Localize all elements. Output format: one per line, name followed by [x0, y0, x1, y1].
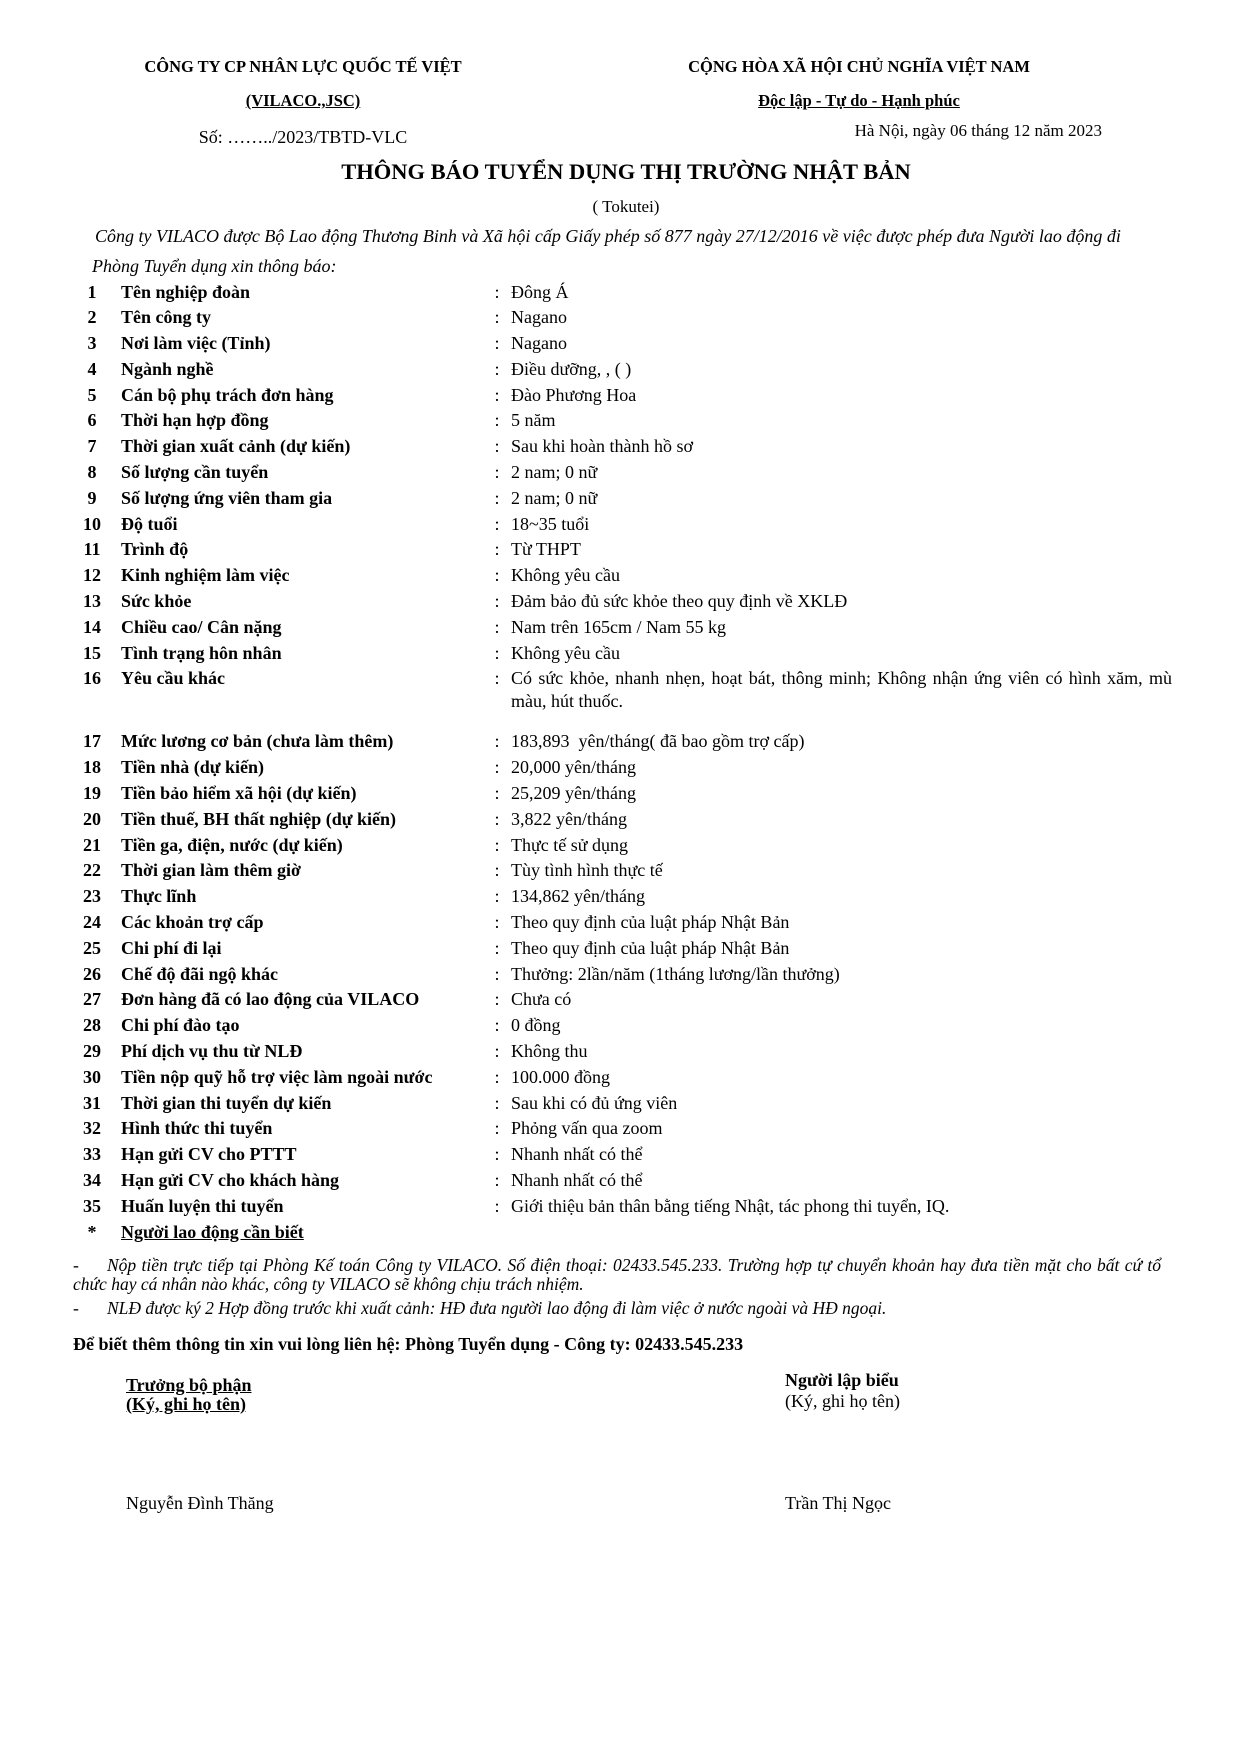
item-row: [70, 782, 1172, 808]
item-number: 26: [83, 963, 101, 984]
national-motto: Độc lập - Tự do - Hạnh phúc: [758, 91, 960, 110]
item-value: 20,000 yên/tháng: [511, 757, 636, 778]
item-row: [70, 911, 1172, 937]
item-separator: :: [494, 487, 500, 508]
item-label: Các khoản trợ cấp: [121, 912, 264, 933]
item-value: Đảm bảo đủ sức khỏe theo quy định về XKLĐ: [511, 591, 848, 612]
item-label: Kinh nghiệm làm việc: [121, 565, 290, 586]
item-number: 25: [83, 937, 101, 958]
item-row: [70, 642, 1172, 668]
item-row: [70, 409, 1172, 435]
item-separator: :: [494, 963, 500, 984]
item-number: 9: [87, 487, 97, 508]
item-separator: :: [494, 410, 500, 431]
item-row: [70, 988, 1172, 1014]
item-row: [70, 1092, 1172, 1118]
signature-right-subtitle: (Ký, ghi họ tên): [785, 1391, 900, 1411]
item-label: Độ tuổi: [121, 513, 178, 534]
item-number: 10: [83, 513, 101, 534]
item-separator: :: [494, 384, 500, 405]
place-date: Hà Nội, ngày 06 tháng 12 năm 2023: [854, 121, 1102, 140]
signature-right: [785, 1370, 900, 1412]
item-value: 3,822 yên/tháng: [511, 808, 627, 829]
item-label: Thời gian thi tuyển dự kiến: [121, 1092, 332, 1113]
item-row: [70, 306, 1172, 332]
item-label: Số lượng ứng viên tham gia: [121, 487, 333, 508]
item-separator: :: [494, 1144, 500, 1165]
item-value: Đào Phương Hoa: [511, 384, 637, 405]
item-number: 12: [83, 565, 101, 586]
item-number: 4: [87, 358, 97, 379]
item-value: Không yêu cầu: [511, 642, 620, 663]
item-separator: :: [494, 513, 500, 534]
item-value: Tùy tình hình thực tế: [511, 860, 663, 881]
item-row: [70, 756, 1172, 782]
item-value: Nagano: [511, 333, 567, 354]
country-name: CỘNG HÒA XÃ HỘI CHỦ NGHĨA VIỆT NAM: [688, 57, 1030, 76]
item-separator: :: [494, 834, 500, 855]
item-separator: :: [494, 912, 500, 933]
note-text: Nộp tiền trực tiếp tại Phòng Kế toán Công ty VILACO. Số điện thoại: 02433.545.233. Trường hợp tự chuyển khoản hay đưa tiền mặt cho bất cứ tổ chức hay cá nhân nào khác, công ty VILACO sẽ không chịu trách nhiệm.: [73, 1255, 1161, 1294]
item-number: 6: [87, 410, 97, 431]
item-label: Huấn luyện thi tuyển: [121, 1195, 284, 1216]
item-value: Sau khi hoàn thành hồ sơ: [511, 436, 694, 457]
item-value: Nhanh nhất có thể: [511, 1170, 643, 1190]
item-value: Không thu: [511, 1041, 588, 1062]
item-value: Từ THPT: [511, 539, 581, 560]
item-label: Chế độ đãi ngộ khác: [121, 963, 279, 984]
item-row: [70, 1117, 1172, 1143]
item-row: [70, 808, 1172, 834]
item-number: 15: [83, 642, 101, 663]
notice-row: [70, 1221, 1172, 1247]
item-separator: :: [494, 1118, 500, 1139]
item-value: 183,893 yên/tháng( đã bao gồm trợ cấp): [511, 731, 805, 752]
item-number: 1: [87, 281, 97, 302]
item-separator: :: [494, 808, 500, 829]
item-value: Đông Á: [511, 281, 569, 302]
item-separator: :: [494, 307, 500, 328]
item-row: [70, 937, 1172, 963]
signature-left-name: Nguyễn Đình Thăng: [126, 1493, 274, 1513]
item-separator: :: [494, 1170, 500, 1190]
item-label: Thời gian xuất cảnh (dự kiến): [121, 436, 351, 457]
item-value: 0 đồng: [511, 1015, 561, 1036]
notice-marker: *: [87, 1221, 97, 1242]
item-row: [70, 564, 1172, 590]
item-separator: :: [494, 937, 500, 958]
item-separator: :: [494, 539, 500, 560]
item-row: [70, 616, 1172, 642]
item-separator: :: [494, 358, 500, 379]
item-label: Hạn gửi CV cho khách hàng: [121, 1170, 340, 1190]
item-value: Theo quy định của luật pháp Nhật Bản: [511, 937, 790, 958]
announcement-line: Phòng Tuyển dụng xin thông báo:: [92, 256, 337, 276]
item-number: 13: [83, 591, 101, 612]
item-label: Chiều cao/ Cân nặng: [121, 616, 282, 637]
item-value: Nagano: [511, 307, 567, 328]
item-row: [70, 859, 1172, 885]
contact-line: Để biết thêm thông tin xin vui lòng liên hệ: Phòng Tuyển dụng - Công ty: 02433.545.233: [73, 1334, 744, 1354]
item-row: [70, 435, 1172, 461]
item-number: 21: [83, 834, 101, 855]
item-number: 18: [83, 757, 101, 778]
item-number: 27: [83, 989, 101, 1010]
item-row: [70, 358, 1172, 384]
item-separator: :: [494, 591, 500, 612]
item-label: Đơn hàng đã có lao động của VILACO: [121, 989, 420, 1010]
item-number: 3: [87, 333, 97, 354]
item-separator: :: [494, 436, 500, 457]
company-short-name: (VILACO.,JSC): [245, 91, 361, 110]
document-number: Số: ……../2023/TBTD-VLC: [198, 127, 408, 147]
item-value: Chưa có: [511, 989, 572, 1010]
item-label: Phí dịch vụ thu từ NLĐ: [121, 1041, 303, 1062]
item-value: Thực tế sử dụng: [511, 834, 628, 855]
item-row: [70, 834, 1172, 860]
item-rows: [70, 281, 1177, 1221]
item-value: 2 nam; 0 nữ: [511, 462, 598, 483]
item-separator: :: [494, 462, 500, 483]
document-title: THÔNG BÁO TUYỂN DỤNG THỊ TRƯỜNG NHẬT BẢN: [341, 159, 911, 184]
recruitment-details-list: [70, 281, 1177, 1247]
item-number: 14: [83, 616, 101, 637]
item-label: Chi phí đi lại: [121, 937, 222, 958]
signature-left: [126, 1376, 251, 1414]
item-label: Số lượng cần tuyển: [121, 462, 269, 483]
item-label: Mức lương cơ bản (chưa làm thêm): [121, 731, 394, 752]
item-label: Yêu cầu khác: [121, 668, 226, 689]
item-number: 8: [87, 462, 97, 483]
item-label: Ngành nghề: [121, 358, 214, 379]
item-number: 28: [83, 1015, 101, 1036]
item-separator: :: [494, 1015, 500, 1036]
item-number: 31: [83, 1092, 101, 1113]
signature-left-subtitle: (Ký, ghi họ tên): [126, 1394, 247, 1414]
item-separator: :: [494, 642, 500, 663]
item-row: [70, 384, 1172, 410]
item-separator: :: [494, 731, 500, 752]
item-number: 23: [83, 886, 101, 907]
item-row: [70, 1014, 1172, 1040]
item-label: Tên nghiệp đoàn: [121, 281, 251, 302]
item-label: Tiền thuế, BH thất nghiệp (dự kiến): [121, 808, 397, 829]
item-value: Điều dưỡng, , ( ): [511, 358, 632, 379]
item-separator: :: [494, 616, 500, 637]
item-label: Thời hạn hợp đồng: [121, 410, 269, 431]
note-bullet: -: [73, 1255, 79, 1275]
item-label: Trình độ: [121, 539, 189, 560]
item-label: Thực lĩnh: [121, 886, 197, 907]
item-value: Phỏng vấn qua zoom: [511, 1118, 663, 1139]
note-text: NLĐ được ký 2 Hợp đồng trước khi xuất cảnh: HĐ đưa người lao động đi làm việc ở nước ngoài và HĐ ngoại.: [107, 1298, 887, 1318]
item-label: Tiền nộp quỹ hỗ trợ việc làm ngoài nước: [121, 1066, 433, 1087]
item-label: Chi phí đào tạo: [121, 1015, 240, 1036]
item-label: Tiền nhà (dự kiến): [121, 757, 265, 778]
item-separator: :: [494, 1195, 500, 1216]
item-value: Có sức khỏe, nhanh nhẹn, hoạt bát, thông minh; Không nhận ứng viên có hình xăm, mù màu, hút thuốc.: [511, 668, 1177, 712]
item-row: [70, 332, 1172, 358]
note-item: [73, 1299, 1161, 1318]
item-value: 5 năm: [511, 410, 556, 431]
item-label: Tiền ga, điện, nước (dự kiến): [121, 834, 343, 855]
item-value: Giới thiệu bản thân bằng tiếng Nhật, tác phong thi tuyển, IQ.: [511, 1195, 950, 1216]
item-row: [70, 461, 1172, 487]
item-value: 18~35 tuổi: [511, 513, 590, 534]
item-label: Tiền bảo hiểm xã hội (dự kiến): [121, 783, 357, 804]
item-value: Không yêu cầu: [511, 565, 620, 586]
item-value: Sau khi có đủ ứng viên: [511, 1092, 678, 1113]
item-row: [70, 487, 1172, 513]
company-name: CÔNG TY CP NHÂN LỰC QUỐC TẾ VIỆT: [144, 57, 462, 76]
item-separator: :: [494, 333, 500, 354]
item-row: [70, 590, 1172, 616]
item-number: 16: [83, 668, 101, 689]
item-number: 17: [83, 731, 101, 752]
item-separator: :: [494, 783, 500, 804]
item-row: [70, 730, 1172, 756]
item-row: [70, 538, 1172, 564]
item-label: Hạn gửi CV cho PTTT: [121, 1144, 297, 1165]
item-number: 34: [83, 1170, 101, 1190]
item-label: Nơi làm việc (Tỉnh): [121, 333, 271, 354]
signature-left-title: Trưởng bộ phận: [126, 1375, 252, 1395]
item-row: [70, 963, 1172, 989]
item-number: 19: [83, 783, 101, 804]
item-value: Thưởng: 2lần/năm (1tháng lương/lần thưởng): [511, 963, 840, 984]
item-label: Tình trạng hôn nhân: [121, 642, 282, 663]
item-separator: :: [494, 1041, 500, 1062]
item-separator: :: [494, 886, 500, 907]
item-row: [70, 1195, 1172, 1221]
item-number: 30: [83, 1066, 101, 1087]
item-separator: :: [494, 281, 500, 302]
item-number: 20: [83, 808, 101, 829]
item-row: [70, 1169, 1172, 1195]
item-label: Sức khỏe: [121, 591, 192, 612]
item-label: Tên công ty: [121, 307, 211, 328]
item-label: Hình thức thi tuyển: [121, 1118, 273, 1139]
item-value: 2 nam; 0 nữ: [511, 487, 598, 508]
item-row: [70, 281, 1172, 307]
item-row: [70, 667, 1177, 713]
item-separator: :: [494, 860, 500, 881]
item-value: 134,862 yên/tháng: [511, 886, 645, 907]
item-row: [70, 1066, 1172, 1092]
item-number: 32: [83, 1118, 101, 1139]
item-label: Cán bộ phụ trách đơn hàng: [121, 384, 334, 405]
item-number: 22: [83, 860, 101, 881]
signature-right-name: Trần Thị Ngọc: [785, 1493, 892, 1513]
item-value: Nhanh nhất có thể: [511, 1144, 643, 1165]
item-row: [70, 513, 1172, 539]
item-row: [70, 1040, 1172, 1066]
item-number: 33: [83, 1144, 101, 1165]
note-bullet: -: [73, 1298, 79, 1318]
item-separator: :: [494, 565, 500, 586]
item-value: Nam trên 165cm / Nam 55 kg: [511, 616, 726, 637]
intro-paragraph: Công ty VILACO được Bộ Lao động Thương Binh và Xã hội cấp Giấy phép số 877 ngày 27/12/2016 về việc được phép đưa Người lao động đi: [95, 226, 1121, 246]
item-label: Thời gian làm thêm giờ: [121, 860, 301, 881]
notice-label: Người lao động cần biết: [121, 1221, 304, 1242]
item-row: [70, 885, 1172, 911]
item-number: 24: [83, 912, 101, 933]
item-separator: :: [494, 1066, 500, 1087]
item-number: 11: [83, 539, 101, 560]
item-value: 100.000 đồng: [511, 1066, 610, 1087]
item-separator: :: [494, 668, 500, 689]
item-separator: :: [494, 757, 500, 778]
notes-section: [73, 1256, 1161, 1324]
item-row: [70, 1143, 1172, 1169]
item-separator: :: [494, 1092, 500, 1113]
signature-right-title: Người lập biểu: [785, 1370, 899, 1390]
item-separator: :: [494, 989, 500, 1010]
item-value: Theo quy định của luật pháp Nhật Bản: [511, 912, 790, 933]
item-number: 5: [87, 384, 97, 405]
item-number: 29: [83, 1041, 101, 1062]
item-number: 35: [83, 1195, 101, 1216]
item-value: 25,209 yên/tháng: [511, 783, 636, 804]
note-item: [73, 1256, 1161, 1293]
item-number: 7: [87, 436, 97, 457]
item-number: 2: [87, 307, 97, 328]
document-subtitle: ( Tokutei): [592, 197, 660, 216]
